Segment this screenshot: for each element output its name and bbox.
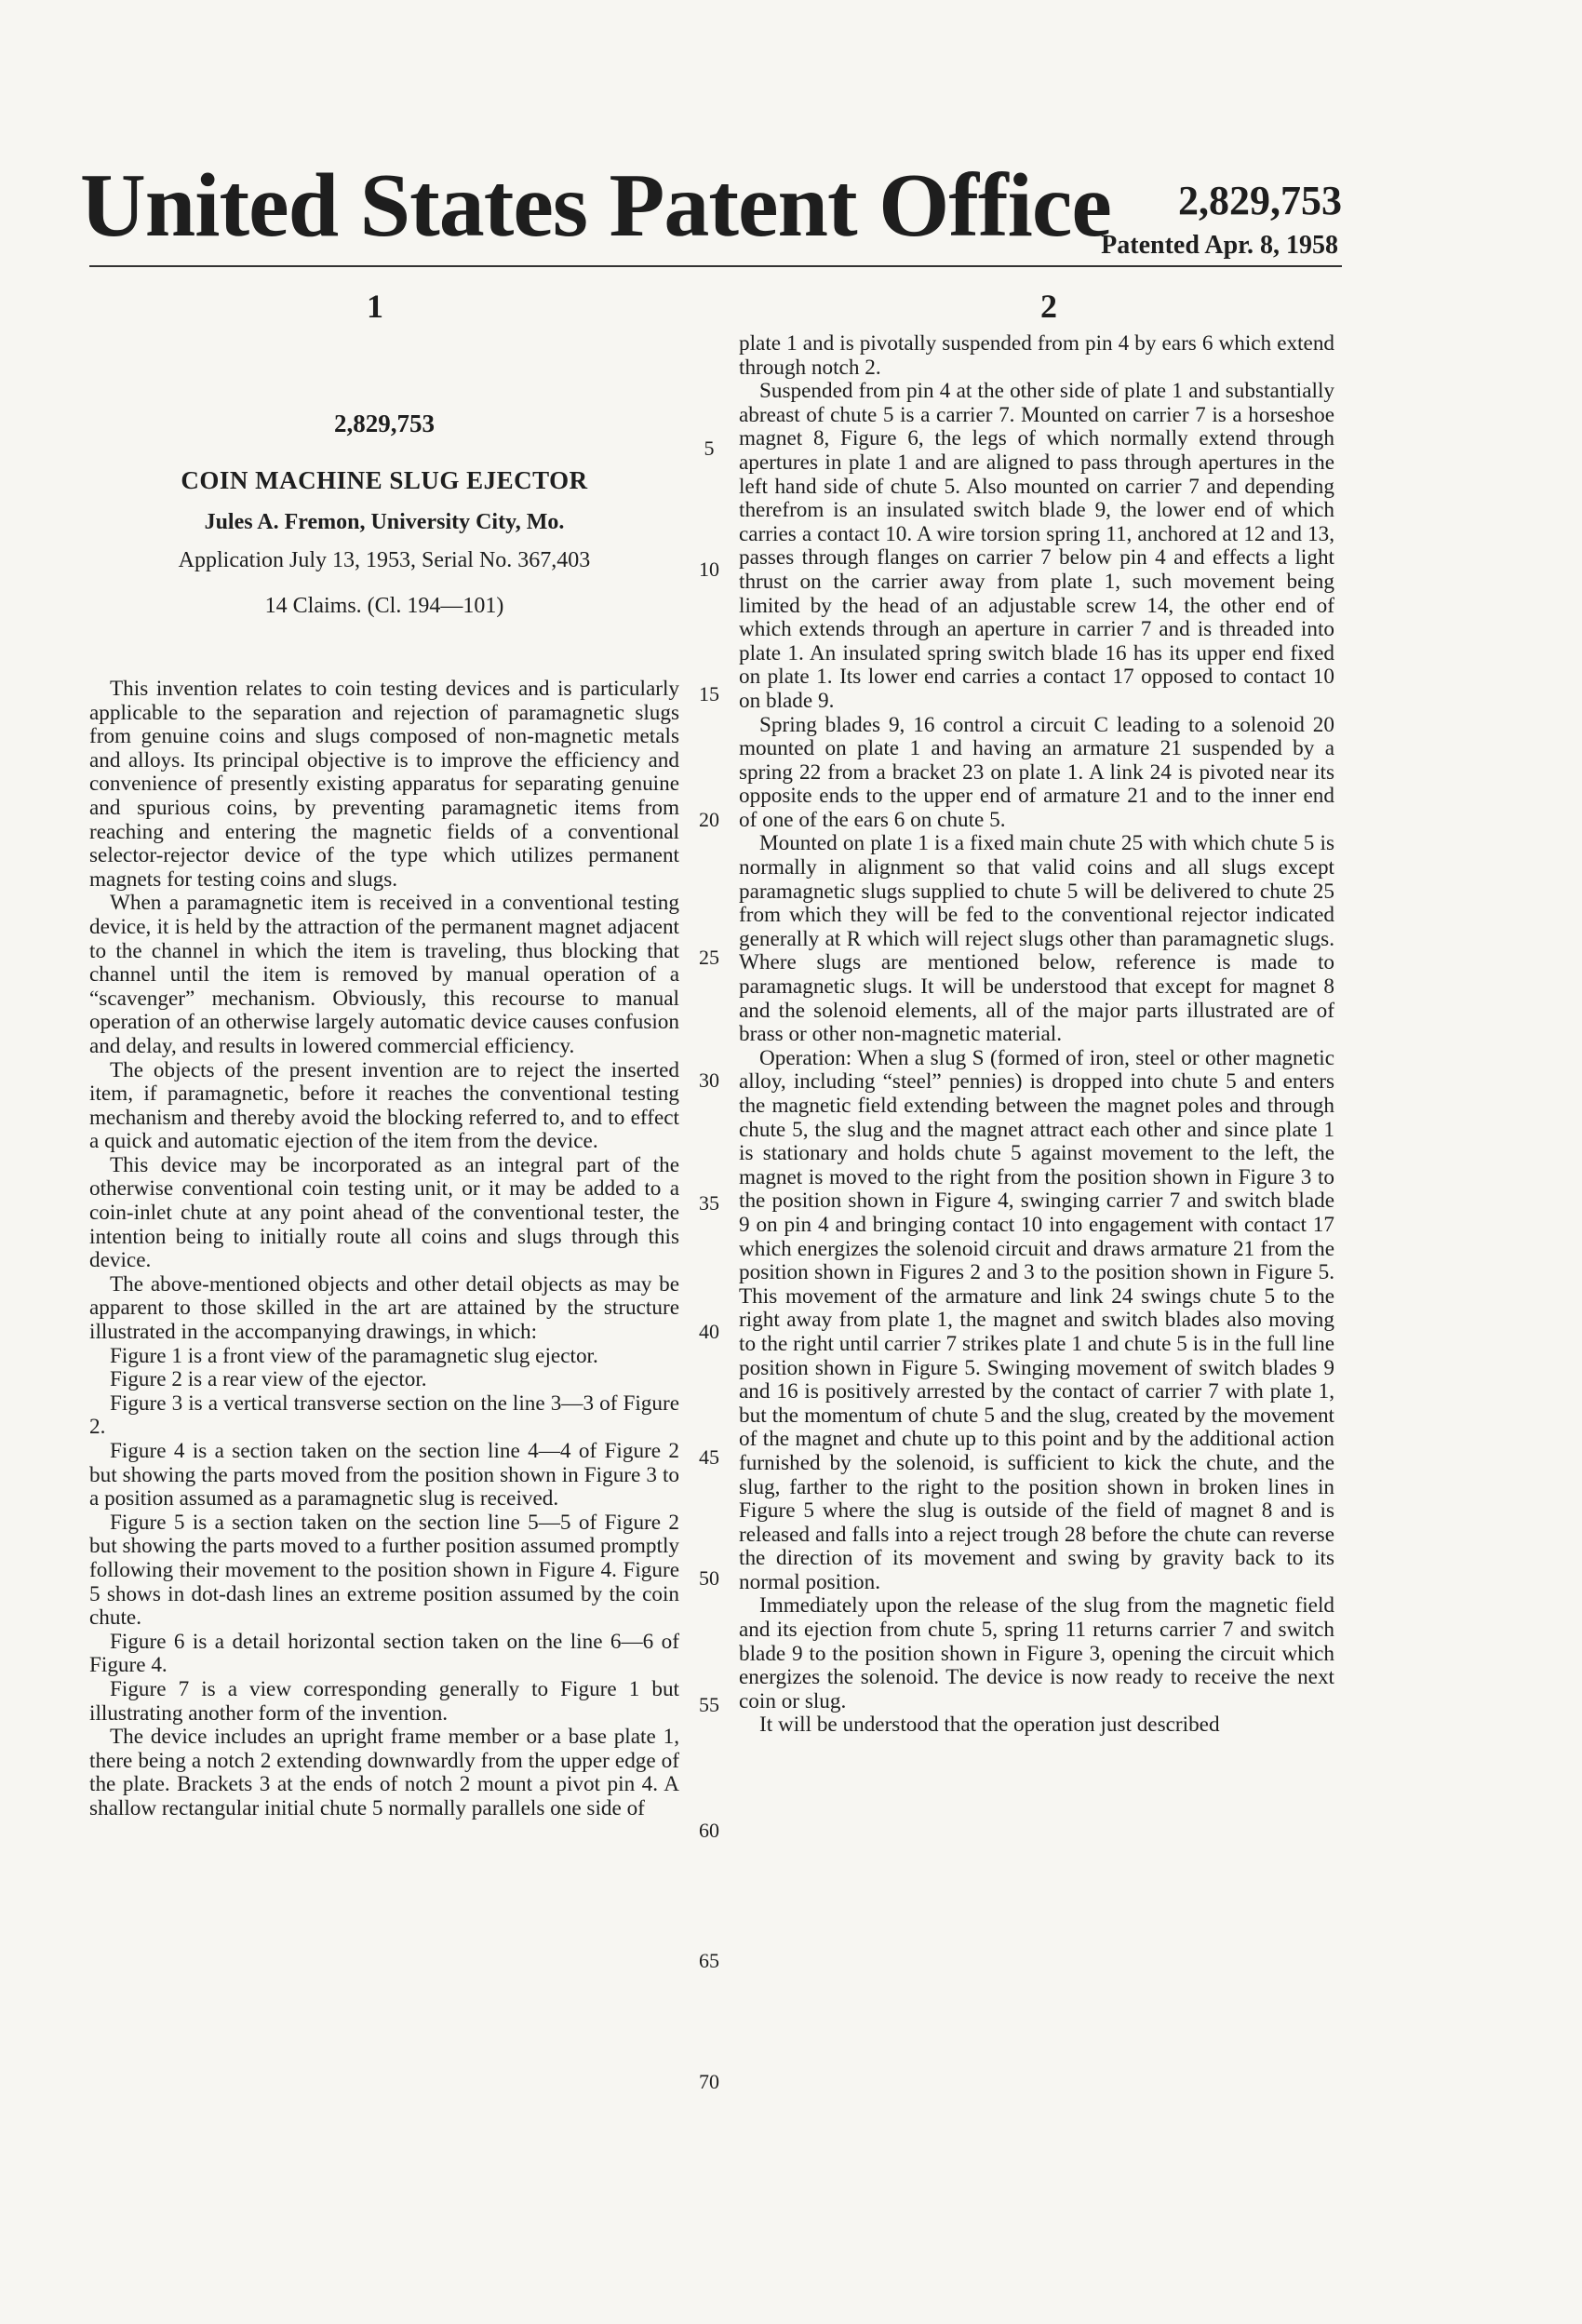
paragraph: When a paramagnetic item is received in a conventional testing device, it is held by the attraction of the permanent magnet adjacent to the channel in which the item is traveling, thus blocking that channel until the item is removed by manual operation of a “scavenger” mechanism. Obviously, this recourse to manual operation of an otherwise largely automatic device causes confusion and delay, and results in lowered commercial efficiency. [89,891,679,1058]
line-number: 60 [699,1819,719,1842]
line-number: 50 [699,1566,719,1590]
paragraph: This invention relates to coin testing devices and is particularly applicable to the separation and rejection of paramagnetic slugs from genuine coins and slugs composed of non-magnetic metals and alloys. Its principal objective is to improve the efficiency and convenience of presently existing apparatus for separating genuine and spurious coins, by preventing paramagnetic items from reaching and entering the magnetic fields of a conventional selector-rejector device of the type which utilizes permanent magnets for testing coins and slugs. [89,677,679,892]
line-number: 15 [699,682,719,705]
patented-date: Patented Apr. 8, 1958 [1101,231,1338,260]
paragraph: Figure 6 is a detail horizontal section taken on the line 6—6 of Figure 4. [89,1629,679,1678]
line-number: 25 [699,946,719,969]
paragraph: plate 1 and is pivotally suspended from pin 4 by ears 6 which extend through notch 2. [739,331,1334,380]
patent-number: 2,829,753 [1178,178,1342,223]
application-info: Application July 13, 1953, Serial No. 367,403 [178,548,591,572]
column-number-left: 1 [367,288,383,325]
line-number: 10 [699,557,719,581]
paragraph: Mounted on plate 1 is a fixed main chute 25 with which chute 5 is normally in alignment so that valid coins and all slugs except paramagnetic slugs supplied to chute 5 will be delivered to chute 25 from which they will be fed to the conventional rejector indicated generally at R which will reject slugs other than paramagnetic slugs. Where slugs are mentioned below, reference is made to paramagnetic slugs. It will be understood that except for magnet 8 and the solenoid elements, all of the major parts illustrated are of brass or other non-magnetic material. [739,831,1334,1047]
paragraph: This device may be incorporated as an integral part of the otherwise conventional coin testing unit, or it may be added to a coin-inlet chute at any point ahead of the conventional tester, the intention being to initially route all coins and slugs through this device. [89,1152,679,1273]
paragraph: Figure 3 is a vertical transverse section on the line 3—3 of Figure 2. [89,1390,679,1440]
inventor: Jules A. Fremon, University City, Mo. [204,510,565,534]
paragraph: The device includes an upright frame member or a base plate 1, there being a notch 2 extending downwardly from the upper edge of the plate. Brackets 3 at the ends of notch 2 mount a pivot pin 4. A shallow rectangular initial chute 5 normally parallels one side of [89,1725,679,1820]
line-number: 65 [699,1949,719,1972]
claims-info: 14 Claims. (Cl. 194—101) [264,594,504,618]
paragraph: Figure 2 is a rear view of the ejector. [110,1367,427,1392]
line-number: 45 [699,1445,719,1469]
office-title: United States Patent Office [80,155,1111,256]
paragraph: Figure 7 is a view corresponding generally to Figure 1 but illustrating another form of the invention. [89,1676,679,1726]
paragraph: Figure 4 is a section taken on the section line 4—4 of Figure 2 but showing the parts moved from the position shown in Figure 3 to a position assumed as a paramagnetic slug is received. [89,1439,679,1511]
title-block-number: 2,829,753 [334,410,435,437]
line-number: 55 [699,1693,719,1716]
paragraph: Figure 5 is a section taken on the section line 5—5 of Figure 2 but showing the parts moved to a further position assumed promptly following their movement to the position shown in Figure 4. Figure 5 shows in dot-dash lines an extreme position assumed by the coin chute. [89,1510,679,1631]
paragraph: Spring blades 9, 16 control a circuit C leading to a solenoid 20 mounted on plate 1 and having an armature 21 suspended by a spring 22 from a bracket 23 on plate 1. A link 24 is pivoted near its opposite ends to the upper end of armature 21 and to the inner end of one of the ears 6 on chute 5. [739,712,1334,832]
paragraph: Figure 1 is a front view of the paramagnetic slug ejector. [110,1343,598,1368]
header-rule [89,265,1342,267]
line-number: 40 [699,1320,719,1343]
left-column-text [89,678,679,1821]
paragraph: It will be understood that the operation just described [759,1713,1220,1738]
line-number: 70 [699,2070,719,2093]
paragraph: Immediately upon the release of the slug from the magnetic field and its ejection from chute 5, spring 11 returns carrier 7 and switch blade 9 to the position shown in Figure 3, opening the circuit which energizes the solenoid. The device is now ready to receive the next coin or slug. [739,1593,1334,1713]
line-number: 20 [699,808,719,831]
paragraph: The above-mentioned objects and other detail objects as may be apparent to those skilled in the art are attained by the structure illustrated in the accompanying drawings, in which: [89,1271,679,1345]
line-number: 30 [699,1068,719,1092]
column-number-right: 2 [1040,288,1057,325]
title-block [89,410,679,619]
paragraph: Suspended from pin 4 at the other side of plate 1 and substantially abreast of chute 5 is a carrier 7. Mounted on carrier 7 is a horseshoe magnet 8, Figure 6, the legs of which normally extend through apertures in plate 1 and are aligned to pass through apertures in the left hand side of chute 5. Also mounted on carrier 7 and depending therefrom is an insulated switch blade 9, the lower end of which carries a contact 10. A wire torsion spring 11, anchored at 12 and 13, passes through flanges on carrier 7 below pin 4 and effects a light thrust on the carrier away from plate 1, such movement being limited by the head of an adjustable screw 14, the other end of which extends through an aperture in carrier 7 and is threaded into plate 1. An insulated spring switch blade 16 has its upper end fixed on plate 1. Its lower end carries a contact 17 opposed to contact 10 on blade 9. [739,379,1334,713]
paragraph: The objects of the present invention are to reject the inserted item, if paramagnetic, before it reaches the conventional testing mechanism and thereby avoid the blocking referred to, and to effect a quick and automatic ejection of the item from the device. [89,1057,679,1154]
right-column-text [739,332,1334,1738]
invention-title: COIN MACHINE SLUG EJECTOR [181,466,588,494]
paragraph: Operation: When a slug S (formed of iron, steel or other magnetic alloy, including “steel” pennies) is dropped into chute 5 and enters the magnetic field extending between the magnet poles and through chute 5, the slug and the magnet attract each other and since plate 1 is stationary and holds chute 5 against movement to the left, the magnet is moved to the right from the position shown in Figure 3 to the position shown in Figure 4, swinging carrier 7 and switch blade 9 on pin 4 and bringing contact 10 into engagement with contact 17 which energizes the solenoid circuit and draws armature 21 from the position shown in Figures 2 and 3 to the position shown in Figure 5. This movement of the armature and link 24 swings chute 5 to the right away from plate 1, the magnet and switch blades also moving to the right until carrier 7 strikes plate 1 and chute 5 is in the full line position shown in Figure 5. Swinging movement of switch blades 9 and 16 is positively arrested by the contact of carrier 7 with plate 1, but the momentum of chute 5 and the slug, created by the movement of the magnet and chute up to this point and by the additional action furnished by the solenoid, is sufficient to kick the chute, and the slug, farther to the right to the position shown in broken lines in Figure 5 where the slug is outside of the field of magnet 8 and is released and falls into a reject trough 28 before the chute can reverse the direction of its movement and swing by gravity back to its normal position. [739,1045,1334,1594]
line-number: 5 [704,437,715,460]
line-number: 35 [699,1191,719,1215]
